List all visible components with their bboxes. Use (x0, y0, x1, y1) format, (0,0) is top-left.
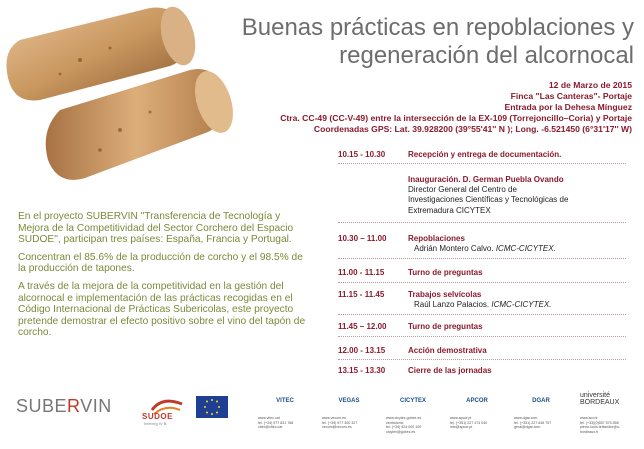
page-title (234, 14, 634, 70)
sudoe-label: SUDOE (142, 412, 173, 421)
partner-info: www.isvv.fr tel. (+33)(0)557 575 858 pierre-louis.teissedre@u-bordeaux.fr (580, 416, 621, 434)
partner-info: www.vecom.es tel. (+34) 977 300 327 vecom@vecom.es (322, 416, 358, 430)
divider (338, 222, 626, 223)
schedule-row (338, 366, 638, 376)
partner-dgar (514, 392, 570, 444)
schedule-row (338, 175, 638, 216)
project-intro (18, 211, 308, 345)
partner-logo: VITEC (276, 398, 294, 404)
subervin-logo: SUBERVIN (16, 396, 112, 416)
schedule-label: Turno de preguntas (408, 322, 483, 331)
speaker-name: Raúl Lanzo Palacios. (414, 300, 492, 310)
title-line-1: Buenas prácticas en repoblaciones y (241, 14, 634, 41)
divider (338, 359, 626, 360)
event-entry: Entrada por la Dehesa Mínguez (504, 102, 632, 112)
event-venue: Finca "Las Canteras"- Portaje (510, 91, 632, 101)
schedule-label: Acción demostrativa (408, 346, 487, 355)
intro-paragraph: Concentran el 85.6% de la producción de corcho y el 98.5% de la producción de tapones. (18, 251, 303, 275)
schedule-time: 10.15 - 10.30 (338, 150, 386, 159)
speaker-org: ICMC-CICYTEX. (495, 244, 556, 254)
schedule-row (338, 322, 638, 332)
event-date: 12 de Marzo de 2015 (548, 80, 632, 90)
partner-vegas (322, 392, 378, 444)
divider (338, 282, 626, 283)
schedule-label: Repoblaciones (408, 234, 465, 243)
schedule-time: 13.15 - 13.30 (338, 366, 386, 375)
schedule-label: Turno de preguntas (408, 268, 483, 277)
event-gps: Coordenadas GPS: Lat. 39.928200 (39°55'41'' N ); Long. -6.521450 (6°31'17'' W) (313, 124, 632, 134)
schedule-time: 12.00 - 13.15 (338, 346, 386, 355)
schedule-detail (338, 244, 638, 254)
partner-info: www.vitec.cat tel. (+34) 977 831 768 vitec@vitec.cat (258, 416, 294, 430)
event-road: Ctra. CC-49 (CC-V-49) entre la intersección de la EX-109 (Torrejoncillo–Coria) y Portaje (280, 113, 632, 123)
schedule-row (338, 234, 638, 254)
partner-info: www.apcor.pt tel. (+351) 227 474 040 info@apcor.pt (450, 416, 488, 430)
schedule-label: Trabajos selvícolas (408, 290, 482, 299)
title-line-2: regeneración del alcornocal (339, 42, 634, 69)
divider (338, 163, 626, 164)
partner-logo: APCOR (466, 398, 488, 404)
partner-cicytex (386, 392, 442, 444)
schedule-label: Inauguración. D. German Puebla Ovando (408, 175, 564, 184)
speaker-org: ICMC-CICYTEX. (491, 300, 552, 310)
schedule-row (338, 150, 638, 160)
schedule-time: 11.00 - 11.15 (338, 268, 385, 277)
divider (338, 258, 626, 259)
event-details (212, 80, 632, 135)
schedule-row (338, 290, 638, 310)
sudoe-sub-label: Interreg IV B (144, 421, 167, 426)
schedule-label: Cierre de las jornadas (408, 366, 492, 375)
schedule-time: 11.15 - 11.45 (338, 290, 385, 299)
schedule-detail (338, 300, 638, 310)
partner-logo: VEGAS (338, 398, 360, 404)
partner-logo: CICYTEX (399, 398, 426, 404)
footer-logos (0, 388, 644, 449)
divider (338, 336, 626, 337)
partner-logo: DGAR (532, 398, 550, 404)
partner-apcor (450, 392, 506, 444)
partner-info: www.cicytex.gobex.es centroicmc tel. (+34) 924 000 100 cicytex@gobex.es (386, 416, 422, 434)
schedule-time: 10.30 – 11.00 (338, 234, 387, 243)
speaker-name: Adrián Montero Calvo. (414, 244, 496, 254)
divider (338, 314, 626, 315)
schedule-detail: Director General del Centro de (408, 185, 517, 195)
intro-paragraph: En el proyecto SUBERVIN "Transferencia de Tecnología y Mejora de la Competitividad del Sector Corchero del Espacio SUDOE", participan tres países: España, Francia y Portugal. (18, 211, 294, 246)
intro-paragraph: A través de la mejora de la competitividad en la gestión del alcornocal e implementación de las prácticas recogidas en el Código Internacional de Prácticas Subericolas, este proyecto pretende demostrar el efecto positivo sobre el vino del tapón de corcho. (18, 280, 306, 339)
schedule-time: 11.45 – 12.00 (338, 322, 387, 331)
cork-stoppers-image (0, 0, 240, 205)
eu-flag-icon (196, 396, 228, 418)
schedule-row (338, 268, 638, 278)
partner-bordeaux (580, 392, 636, 444)
partner-logo: université BORDEAUX (580, 392, 620, 406)
partner-vitec (258, 392, 314, 444)
schedule-detail: Extremadura CICYTEX (408, 205, 491, 215)
schedule-detail: Investigaciones Científicas y Tecnológicas de (408, 195, 569, 205)
partner-info: www.dgar.com tel. (+351) 227 645 757 geral@dgar.com (514, 416, 552, 430)
schedule-row (338, 346, 638, 356)
schedule-label: Recepción y entrega de documentación. (408, 150, 562, 159)
